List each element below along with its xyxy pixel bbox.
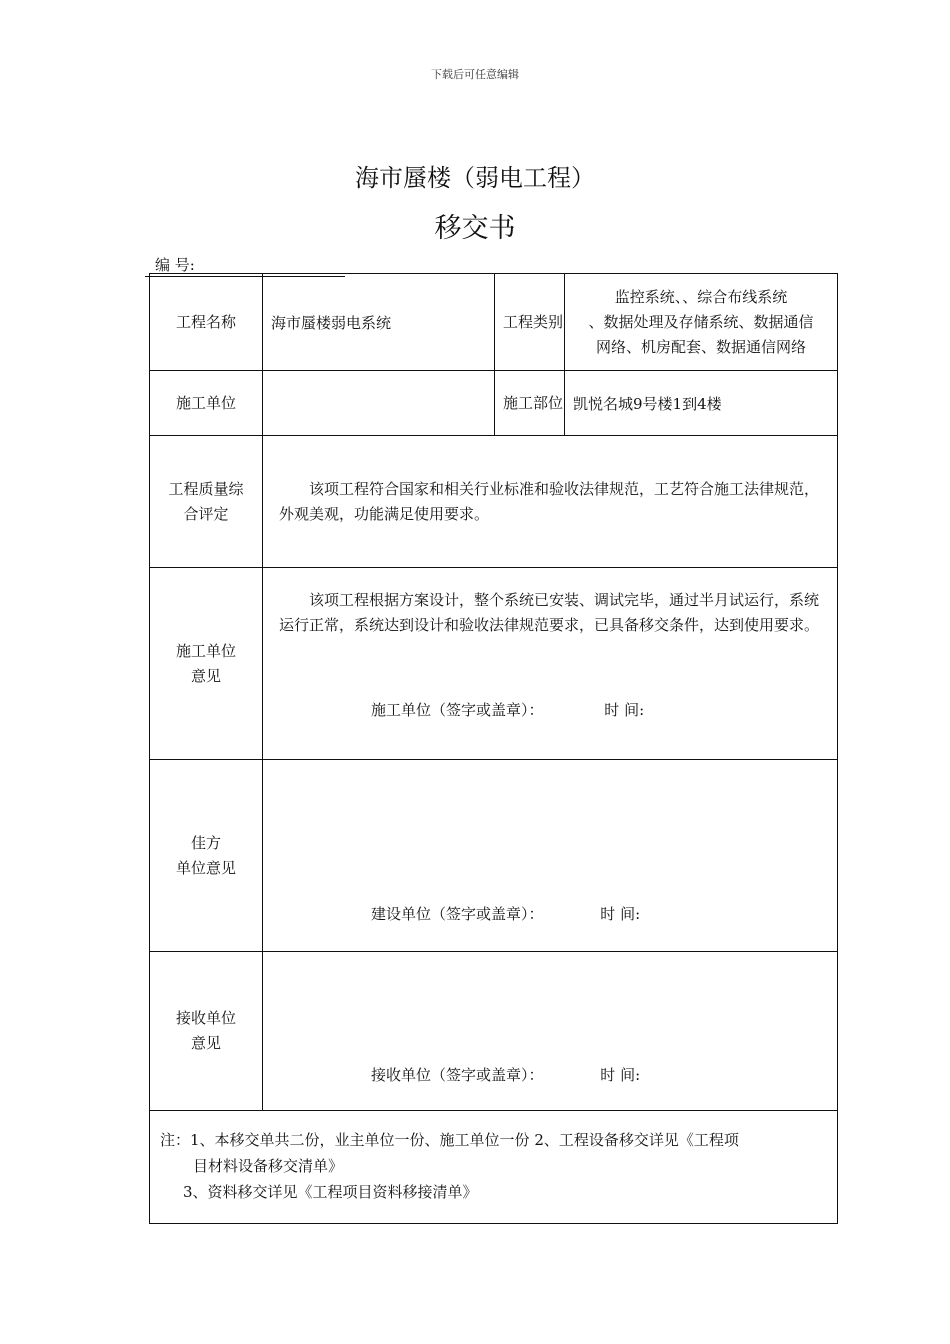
header-note: 下载后可任意编辑 <box>431 68 519 81</box>
row-owner-opinion <box>150 760 838 952</box>
receiver-label-line: 接收单位 <box>175 1009 236 1027</box>
owner-opinion-label <box>150 760 263 952</box>
document-title: 海市蜃楼（弱电工程） <box>355 164 595 192</box>
contractor-time-label: 时 间: <box>604 701 645 719</box>
owner-time-label: 时 间: <box>600 905 641 923</box>
receiver-opinion-label <box>150 952 263 1111</box>
construction-dept-value[interactable]: 凯悦名城9号楼1到4楼 <box>565 371 838 436</box>
receiver-time-label: 时 间: <box>600 1066 641 1084</box>
row-project-name <box>150 274 838 371</box>
notes-cell <box>150 1111 838 1224</box>
receiver-sign-line <box>263 1063 837 1088</box>
row-construction-unit <box>150 371 838 436</box>
contractor-sign-line <box>263 698 837 723</box>
project-name-value[interactable]: 海市蜃楼弱电系统 <box>263 274 495 371</box>
note-line1: 注：1、本移交单共二份，业主单位一份、施工单位一份 2、工程设备移交详见《工程项 <box>160 1131 739 1149</box>
construction-dept-label: 施工部位 <box>495 371 565 436</box>
row-quality-assessment <box>150 436 838 568</box>
quality-text-line1: 该项工程符合国家和相关行业标准和验收法律规范，工艺符合施工法律规范， <box>309 479 820 498</box>
contractor-opinion-label <box>150 568 263 760</box>
owner-sign-label: 建设单位（签字或盖章）： <box>371 905 544 923</box>
quality-assessment-text[interactable] <box>263 436 838 568</box>
contractor-sign-label: 施工单位（签字或盖章）： <box>371 701 544 719</box>
receiver-opinion-cell[interactable] <box>263 952 838 1111</box>
construction-unit-value[interactable] <box>263 371 495 436</box>
quality-text-line2: 外观美观，功能满足使用要求。 <box>279 504 490 523</box>
note-line2: 目材料设备移交清单》 <box>193 1157 344 1175</box>
construction-unit-label: 施工单位 <box>150 371 263 436</box>
project-name-label: 工程名称 <box>150 274 263 371</box>
row-contractor-opinion <box>150 568 838 760</box>
quality-label-line: 合评定 <box>183 504 229 523</box>
project-category-value[interactable] <box>565 274 838 371</box>
serial-number-label: 编 号: <box>155 256 195 274</box>
project-category-line: 网络、机房配套、数据通信网络 <box>595 337 806 356</box>
project-category-line: 监控系统、、综合布线系统 <box>614 287 788 306</box>
project-category-label: 工程类别 <box>495 274 565 371</box>
project-category-line: 、数据处理及存储系统、数据通信 <box>588 312 814 331</box>
receiver-sign-label: 接收单位（签字或盖章）： <box>371 1066 544 1084</box>
row-receiver-opinion <box>150 952 838 1111</box>
contractor-opinion-text: 该项工程根据方案设计，整个系统已安装、调试完毕，通过半月试运行，系统运行正常，系统达到设计和验收法律规范要求，已具备移交条件，达到使用要求。 <box>279 591 820 634</box>
owner-label-line: 单位意见 <box>175 858 236 877</box>
row-notes <box>150 1111 838 1224</box>
owner-sign-line <box>263 902 837 927</box>
document-subtitle: 移交书 <box>434 213 516 244</box>
owner-opinion-cell[interactable] <box>263 760 838 952</box>
quality-label-line: 工程质量综 <box>168 479 244 498</box>
note-line3: 3、资料移交详见《工程项目资料移接清单》 <box>183 1183 478 1201</box>
contractor-label-line: 意见 <box>190 666 221 685</box>
contractor-opinion-cell[interactable] <box>263 568 838 760</box>
quality-assessment-label <box>150 436 263 568</box>
receiver-label-line: 意见 <box>190 1034 221 1052</box>
owner-label-line: 佳方 <box>190 833 221 852</box>
handover-form-table <box>149 273 838 1224</box>
contractor-label-line: 施工单位 <box>175 641 236 660</box>
